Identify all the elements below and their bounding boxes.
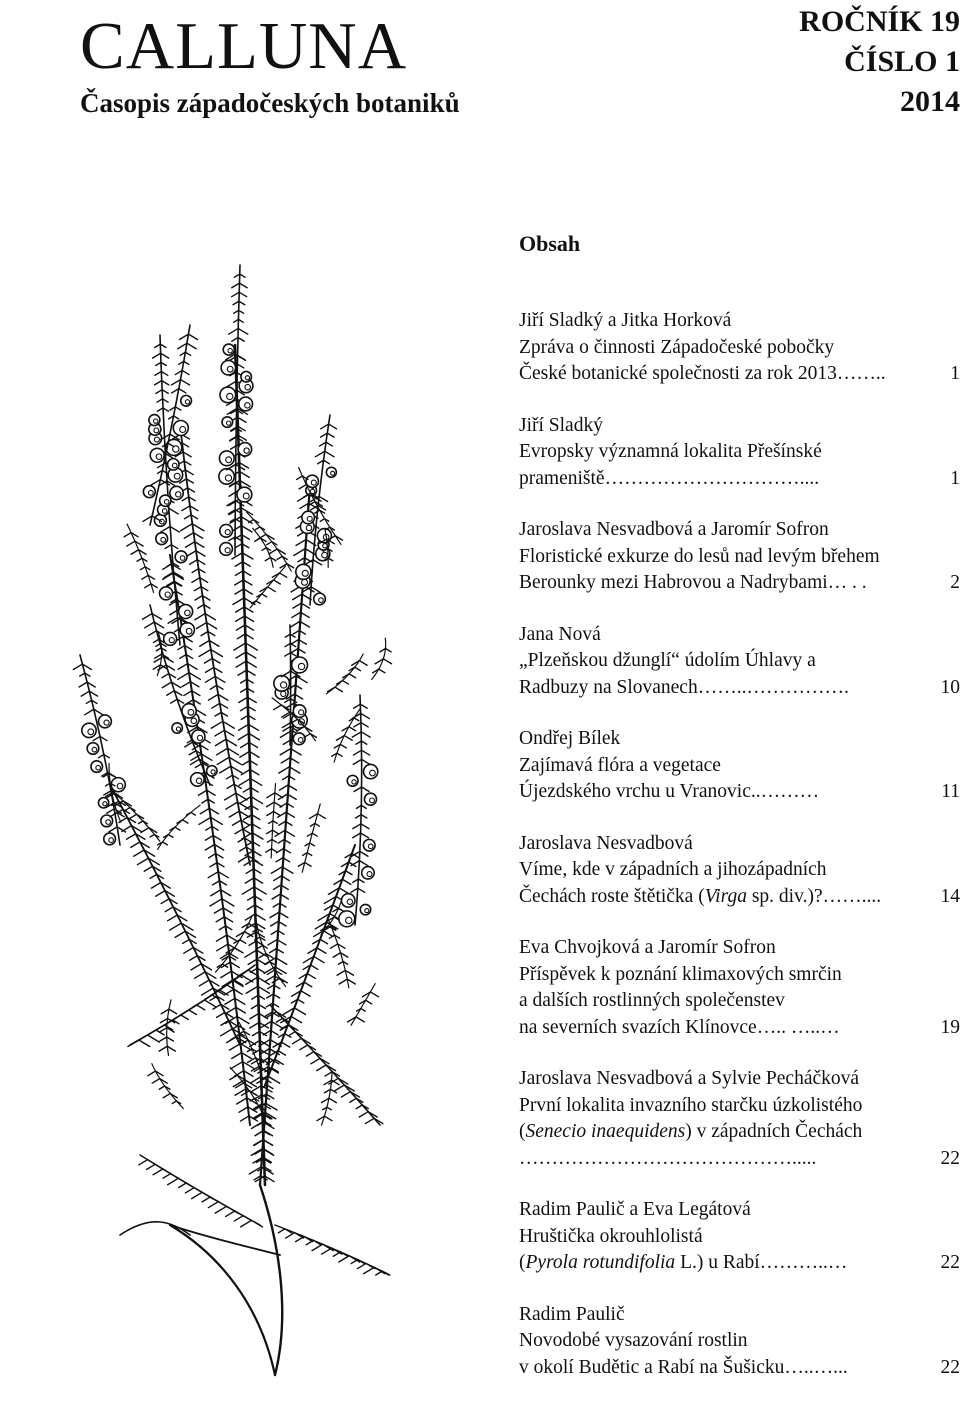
toc-entry-leader: ……………………………………..... [519,1146,941,1173]
toc-entry [519,1066,960,1172]
toc-entry-authors: Radim Paulič [519,1302,960,1329]
toc-entry-authors: Jiří Sladký a Jitka Horková [519,308,960,335]
toc-entry-page: 14 [941,884,960,911]
toc-entry [519,413,960,493]
masthead [0,0,960,130]
toc-entry [519,622,960,702]
toc-entry-title-line: České botanické společnosti za rok 2013 …….. 1 [519,361,960,388]
toc-entry [519,831,960,911]
toc-entry-title-line: Floristické exkurze do lesů nad levým břehem [519,544,960,571]
toc-entry-authors: Radim Paulič a Eva Legátová [519,1197,960,1224]
toc-entry-authors: Jaroslava Nesvadbová a Jaromír Sofron [519,517,960,544]
year-label: 2014 [799,82,960,122]
volume-label: ROČNÍK 19 [799,2,960,42]
toc-entry-page: 10 [941,675,960,702]
heather-illustration [60,225,450,1395]
toc-entry-title-line: Radbuzy na Slovanech ……..……………. 10 [519,675,960,702]
toc-entry-title-line: Příspěvek k poznání klimaxových smrčin [519,962,960,989]
toc-entry-leader: ..……… [751,779,941,806]
toc-entry-authors: Eva Chvojková a Jaromír Sofron [519,935,960,962]
toc-entry-title-line: v okolí Budětic a Rabí na Šušicku …..…... 22 [519,1355,960,1382]
toc-heading: Obsah [519,226,960,262]
toc-entry-title-line [519,1146,960,1173]
toc-entry-title-line: Zajímavá flóra a vegetace [519,753,960,780]
toc-entry-authors: Ondřej Bílek [519,726,960,753]
toc-entry-title-line: Újezdského vrchu u Vranovic ..……… 11 [519,779,960,806]
toc-entry [519,726,960,806]
issue-label: ČÍSLO 1 [799,42,960,82]
toc-entry-title-line: Čechách roste štětička (Virga sp. div.)? …….... 14 [519,884,960,911]
toc-entry [519,308,960,388]
toc-entry-page: 1 [950,361,960,388]
toc-entry-leader: … . . [828,570,951,597]
toc-entry-title-line: Novodobé vysazování rostlin [519,1328,960,1355]
toc-entry-authors: Jana Nová [519,622,960,649]
toc-entry-title-line: První lokalita invazního starčku úzkolistého [519,1093,960,1120]
journal-subtitle: Časopis západočeských botaniků [80,86,460,120]
toc-entry-title-line: Zpráva o činnosti Západočeské pobočky [519,335,960,362]
toc-entry [519,1302,960,1382]
toc-entry-page: 19 [941,1015,960,1042]
toc-entry-leader: ….. …..… [757,1015,941,1042]
issue-info [799,2,960,122]
toc-entry-title-line: prameniště ………………………….... 1 [519,466,960,493]
toc-entry-leader: ………..… [760,1250,941,1277]
toc-entry [519,1197,960,1277]
toc-entry-title-line: Evropsky významná lokalita Přešínské [519,439,960,466]
toc-entry-page: 11 [941,779,960,806]
toc-entry [519,935,960,1041]
toc-entry-title-line: „Plzeňskou džunglí“ údolím Úhlavy a [519,648,960,675]
toc-entry-title-line: Hruštička okrouhlolistá [519,1224,960,1251]
toc-entry-title-line: na severních svazích Klínovce ….. …..… 19 [519,1015,960,1042]
toc-entry-page: 1 [950,466,960,493]
toc-entry-authors: Jaroslava Nesvadbová [519,831,960,858]
toc-entry-authors: Jaroslava Nesvadbová a Sylvie Pecháčková [519,1066,960,1093]
toc-entry-title-line: Víme, kde v západních a jihozápadních [519,857,960,884]
toc-entry-authors: Jiří Sladký [519,413,960,440]
toc-entry-page: 22 [941,1355,960,1382]
toc-entry-leader: ………………………….... [605,466,951,493]
toc-entry-page: 22 [941,1250,960,1277]
toc-entry [519,517,960,597]
table-of-contents [519,226,960,1406]
toc-entry-title-line: (Pyrola rotundifolia L.) u Rabí ………..… 22 [519,1250,960,1277]
toc-entry-leader: …….. [837,361,950,388]
toc-entry-page: 22 [941,1146,960,1173]
toc-entry-leader: …….... [823,884,941,911]
journal-title: CALLUNA [80,8,407,84]
toc-entry-page: 2 [950,570,960,597]
toc-entry-list [519,308,960,1381]
heather-sprig-drawing-icon [60,225,450,1395]
toc-entry-leader: ……..……………. [698,675,941,702]
toc-entry-title-line: Berounky mezi Habrovou a Nadrybami … . . 2 [519,570,960,597]
toc-entry-title-line: (Senecio inaequidens) v západních Čechách [519,1119,960,1146]
toc-entry-title-line: a dalších rostlinných společenstev [519,988,960,1015]
toc-entry-leader: …..…... [784,1355,940,1382]
